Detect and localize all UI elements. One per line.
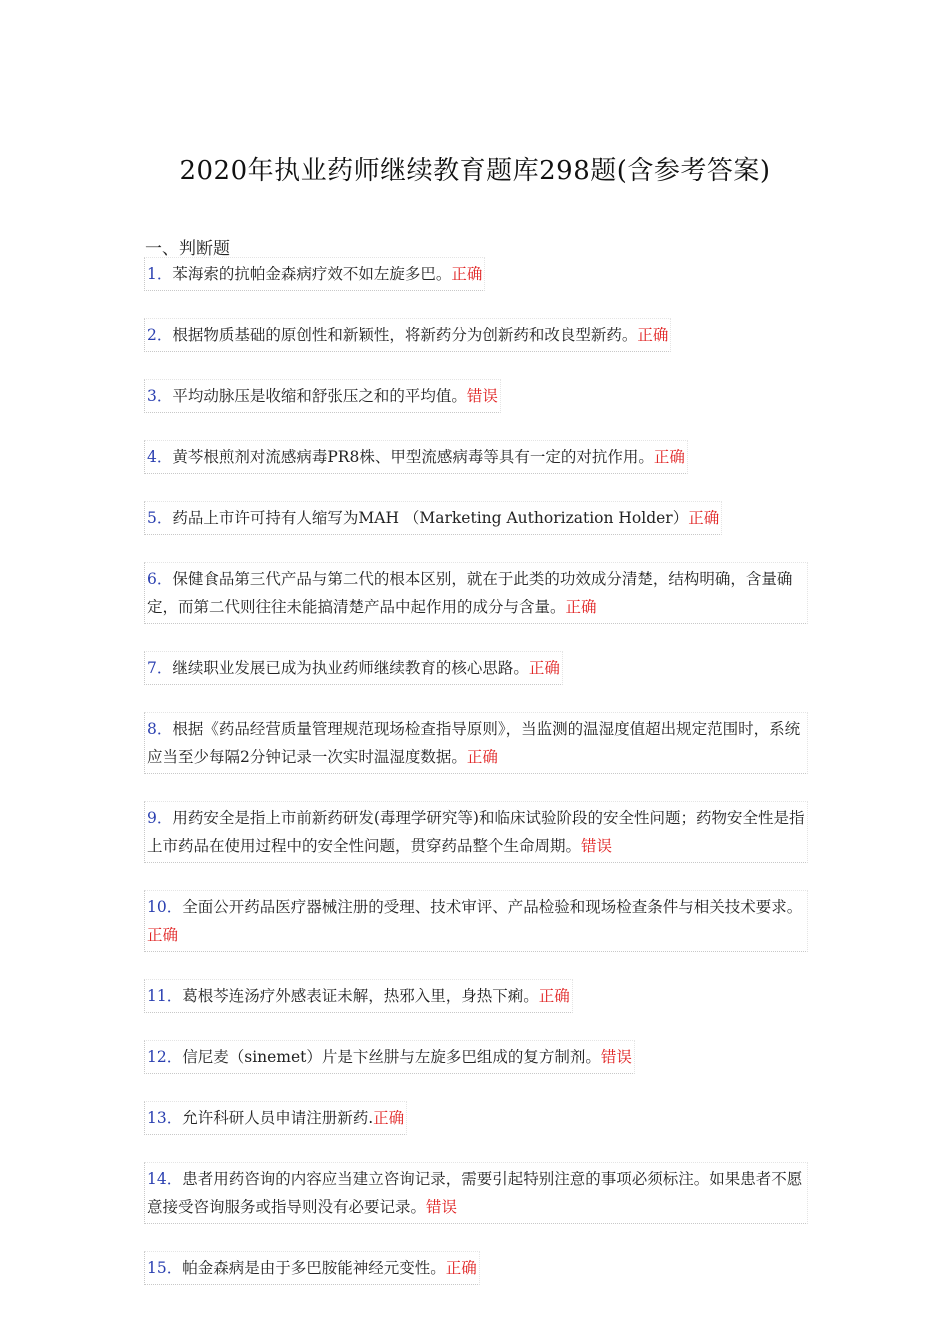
question-number: 9． — [147, 809, 173, 827]
question-answer: 正确 — [445, 1259, 477, 1277]
question-box — [144, 890, 808, 952]
question-text: 信尼麦（sinemet）片是卞丝肼与左旋多巴组成的复方制剂。 — [182, 1048, 601, 1066]
question-item — [144, 801, 808, 863]
question-text: 葛根芩连汤疗外感表证未解，热邪入里，身热下痢。 — [182, 987, 539, 1005]
question-box — [144, 318, 671, 352]
question-answer: 错误 — [426, 1198, 458, 1216]
question-text: 继续职业发展已成为执业药师继续教育的核心思路。 — [172, 659, 529, 677]
question-answer: 错误 — [466, 387, 498, 405]
question-item — [144, 712, 808, 774]
question-item — [144, 257, 808, 291]
question-item — [144, 440, 808, 474]
question-text: 允许科研人员申请注册新药. — [182, 1109, 374, 1127]
question-item — [144, 318, 808, 352]
question-answer: 正确 — [466, 748, 498, 766]
question-answer: 正确 — [637, 326, 669, 344]
question-text: 平均动脉压是收缩和舒张压之和的平均值。 — [172, 387, 467, 405]
question-item — [144, 1040, 808, 1074]
question-box — [144, 651, 563, 685]
question-text: 黄芩根煎剂对流感病毒PR8株、甲型流感病毒等具有一定的对抗作用。 — [172, 448, 654, 466]
question-box — [144, 257, 485, 291]
question-number: 12． — [147, 1048, 183, 1066]
question-answer: 正确 — [451, 265, 483, 283]
question-answer: 正确 — [688, 509, 720, 527]
question-box — [144, 1101, 407, 1135]
question-answer: 正确 — [565, 598, 597, 616]
question-box — [144, 562, 808, 624]
question-number: 14． — [147, 1170, 183, 1188]
question-number: 8． — [147, 720, 173, 738]
section-heading: 一、判断题 — [145, 239, 230, 259]
question-box — [144, 801, 808, 863]
question-box — [144, 1162, 808, 1224]
question-item — [144, 1251, 808, 1285]
question-number: 3． — [147, 387, 173, 405]
question-text: 用药安全是指上市前新药研发(毒理学研究等)和临床试验阶段的安全性问题；药物安全性是指上市药品在使用过程中的安全性问题，贯穿药品整个生命周期。 — [147, 809, 805, 855]
question-item — [144, 1162, 808, 1224]
question-box — [144, 1040, 635, 1074]
question-text: 全面公开药品医疗器械注册的受理、技术审评、产品检验和现场检查条件与相关技术要求。 — [182, 898, 803, 916]
question-answer: 错误 — [600, 1048, 632, 1066]
question-item — [144, 501, 808, 535]
question-text: 患者用药咨询的内容应当建立咨询记录，需要引起特别注意的事项必须标注。如果患者不愿意接受咨询服务或指导则没有必要记录。 — [147, 1170, 803, 1216]
question-item — [144, 651, 808, 685]
question-answer: 正确 — [653, 448, 685, 466]
question-number: 4． — [147, 448, 173, 466]
question-item — [144, 379, 808, 413]
question-answer: 正确 — [538, 987, 570, 1005]
question-box — [144, 712, 808, 774]
question-number: 5． — [147, 509, 173, 527]
question-text: 保健食品第三代产品与第二代的根本区别，就在于此类的功效成分清楚，结构明确，含量确定，而第二代则往往未能搞清楚产品中起作用的成分与含量。 — [147, 570, 793, 616]
question-box — [144, 1251, 480, 1285]
question-answer: 正确 — [528, 659, 560, 677]
question-box — [144, 440, 688, 474]
question-item — [144, 562, 808, 624]
question-item — [144, 1101, 808, 1135]
question-number: 15． — [147, 1259, 183, 1277]
question-answer: 正确 — [373, 1109, 405, 1127]
question-number: 6． — [147, 570, 173, 588]
question-item — [144, 890, 808, 952]
question-number: 10． — [147, 898, 183, 916]
question-answer: 正确 — [147, 926, 179, 944]
question-box — [144, 979, 573, 1013]
question-text: 药品上市许可持有人缩写为MAH （Marketing Authorization Holder） — [172, 509, 689, 527]
question-text: 根据物质基础的原创性和新颖性，将新药分为创新药和改良型新药。 — [172, 326, 638, 344]
question-box — [144, 501, 722, 535]
question-box — [144, 379, 501, 413]
question-item — [144, 979, 808, 1013]
document-title: 2020年执业药师继续教育题库298题(含参考答案) — [179, 156, 771, 186]
question-number: 2． — [147, 326, 173, 344]
question-text: 苯海索的抗帕金森病疗效不如左旋多巴。 — [172, 265, 452, 283]
question-number: 11． — [147, 987, 183, 1005]
question-number: 13． — [147, 1109, 183, 1127]
question-answer: 错误 — [581, 837, 613, 855]
question-number: 7． — [147, 659, 173, 677]
question-list — [144, 257, 808, 1312]
question-number: 1． — [147, 265, 173, 283]
question-text: 帕金森病是由于多巴胺能神经元变性。 — [182, 1259, 446, 1277]
question-text: 根据《药品经营质量管理规范现场检查指导原则》，当监测的温湿度值超出规定范围时，系统应当至少每隔2分钟记录一次实时温湿度数据。 — [147, 720, 801, 766]
